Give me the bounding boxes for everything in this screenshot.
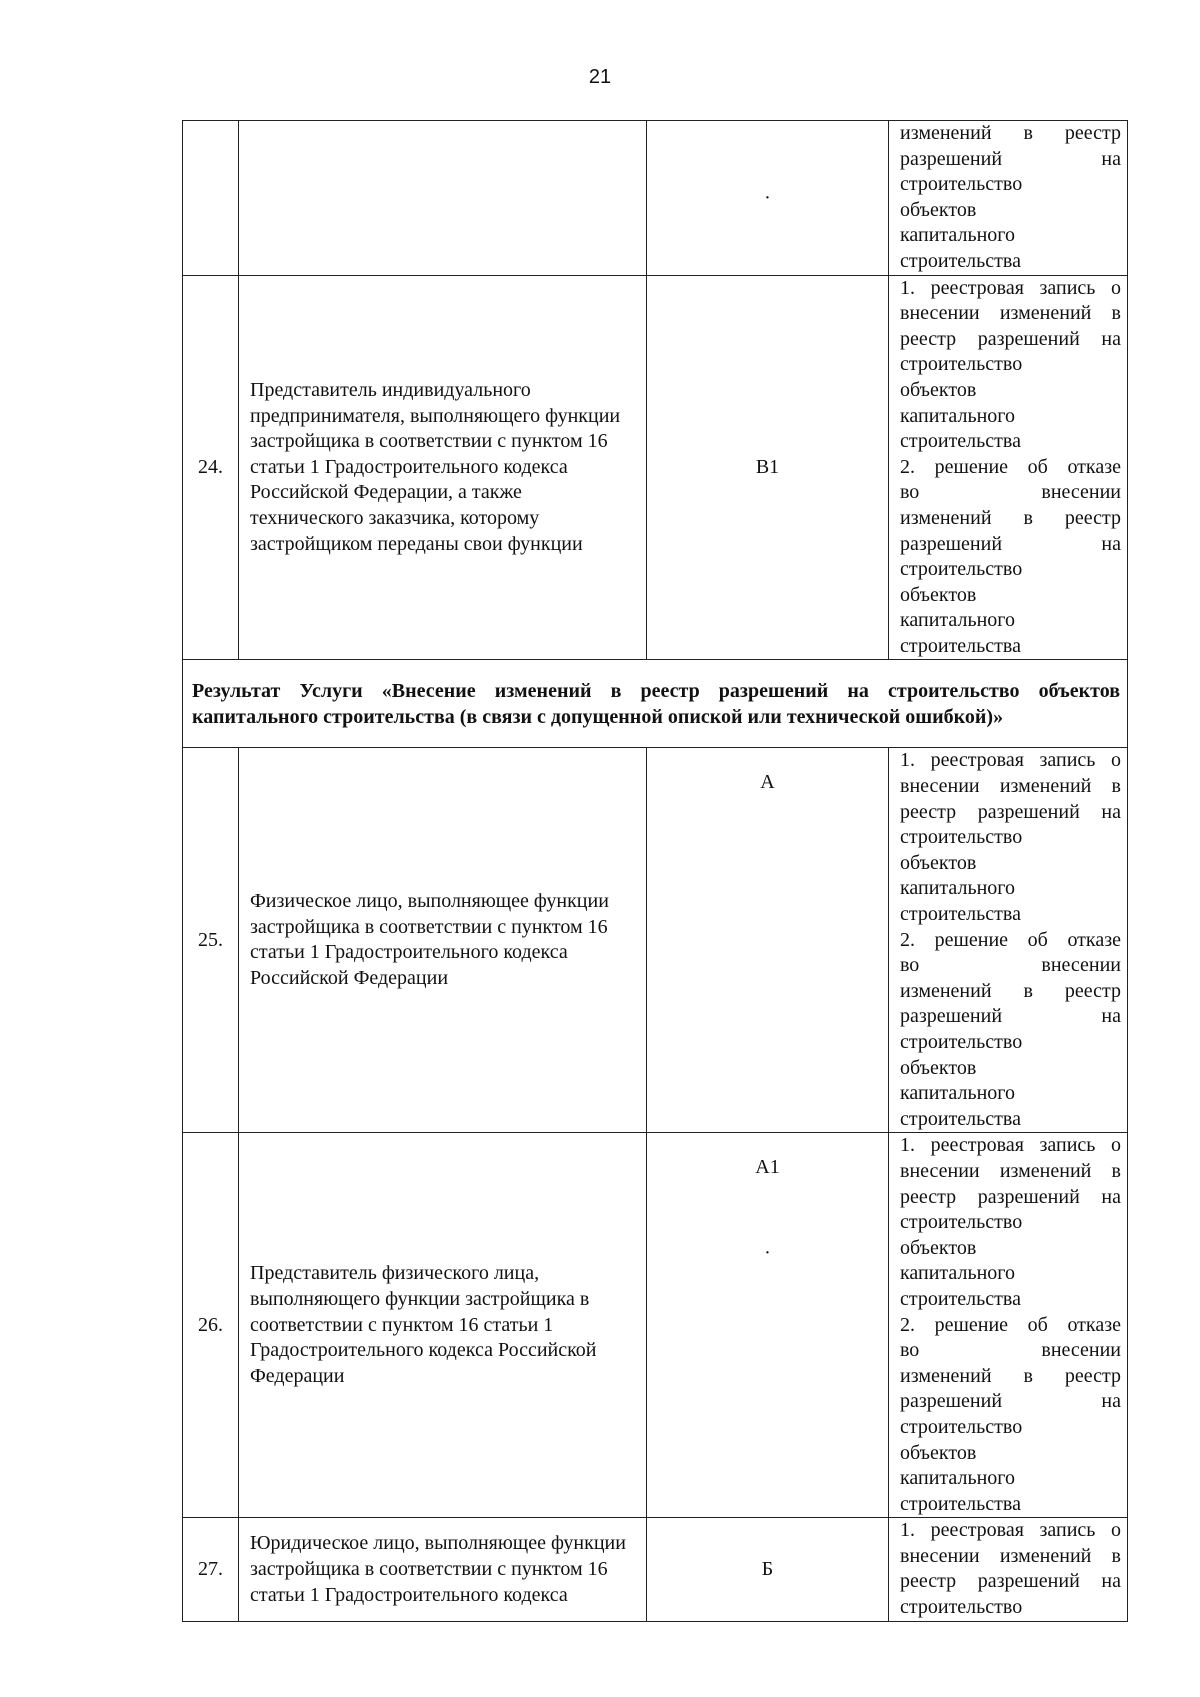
page-number: 21 [588, 66, 612, 88]
result-line: строительство [900, 353, 1023, 376]
table-row [183, 121, 1128, 276]
table-row [183, 275, 1128, 660]
result-line: строительства [900, 1107, 1021, 1130]
applicant-cell: Юридическое лицо, выполняющее функции застройщика в соответствии с пунктом 16 статьи 1 Градостроительного кодекса [239, 1518, 647, 1622]
result-line: строительство [900, 826, 1023, 849]
result-line: изменений в реестр [900, 122, 1121, 144]
applicant-cell: Физическое лицо, выполняющее функции застройщика в соответствии с пунктом 16 статьи 1 Градостроительного кодекса Российской Федерации [239, 748, 647, 1133]
variant-code-cell: Б [647, 1518, 889, 1622]
result-line: строительства [900, 1492, 1021, 1515]
result-line: реестр разрешений на [900, 1570, 1121, 1593]
row-number: 27. [183, 1518, 239, 1622]
result-line: внесении изменений в [900, 1159, 1121, 1182]
result-line: строительство [900, 173, 1023, 196]
result-line: разрешений на [900, 1390, 1121, 1413]
result-line: объектов [900, 1236, 977, 1259]
result-line: разрешений на [900, 1005, 1121, 1028]
result-line: 2. решение об отказе [900, 455, 1121, 478]
result-line: разрешений на [900, 532, 1121, 555]
result-line: 2. решение об отказе [900, 1313, 1121, 1336]
row-number [183, 121, 239, 276]
result-line: капитального [900, 609, 1015, 632]
result-line: капитального [900, 224, 1015, 247]
result-line: изменений в реестр [900, 1364, 1121, 1387]
row-number: 26. [183, 1133, 239, 1518]
result-cell [889, 748, 1128, 1133]
result-line: реестр разрешений на [900, 1185, 1121, 1208]
result-line: внесении изменений в [900, 1544, 1121, 1567]
result-line: объектов [900, 583, 977, 606]
result-line: объектов [900, 851, 977, 874]
result-line: капитального [900, 1262, 1015, 1285]
result-line: объектов [900, 198, 977, 221]
result-line: реестр разрешений на [900, 327, 1121, 350]
result-line: капитального [900, 1467, 1015, 1490]
result-line: 1. реестровая запись о [900, 1519, 1121, 1542]
result-line: строительство [900, 1415, 1023, 1438]
result-line: во внесении [900, 1339, 1121, 1362]
result-line: строительства [900, 430, 1021, 453]
result-line: 1. реестровая запись о [900, 276, 1121, 299]
result-line: 1. реестровая запись о [900, 1134, 1121, 1157]
result-line: строительство [900, 1031, 1023, 1053]
result-line: изменений в реестр [900, 506, 1121, 529]
variant-code-cell: В1 [647, 275, 889, 660]
result-line: строительства [900, 634, 1021, 657]
table-row [183, 1133, 1128, 1518]
result-cell [889, 1133, 1128, 1518]
result-line: капитального [900, 404, 1015, 427]
result-line: строительство [900, 1596, 1023, 1619]
applicant-cell [239, 121, 647, 276]
result-line: строительство [900, 558, 1023, 581]
result-line: капитального [900, 877, 1015, 900]
result-line: строительства [900, 903, 1021, 926]
result-line: внесении изменений в [900, 775, 1121, 798]
variant-code-cell: А [647, 748, 889, 1133]
result-line: во внесении [900, 481, 1121, 504]
section-heading: Результат Услуги «Внесение изменений в реестр разрешений на строительство объектов капитального строительства (в связи с допущенной опиской или технической ошибкой)» [183, 660, 1128, 748]
result-line: капитального [900, 1082, 1015, 1105]
applicant-cell: Представитель физического лица, выполняющего функции застройщика в соответствии с пунктом 16 статьи 1 Градостроительного кодекса Российской Федерации [239, 1133, 647, 1518]
result-line: 1. реестровая запись о [900, 749, 1121, 772]
result-line: реестр разрешений на [900, 800, 1121, 823]
result-cell [889, 121, 1128, 276]
applicant-cell: Представитель индивидуального предпринимателя, выполняющего функции застройщика в соответствии с пунктом 16 статьи 1 Градостроительного кодекса Российской Федерации, а также технического заказчика, которому застройщиком переданы свои функции [239, 275, 647, 660]
variant-code-cell: · [647, 121, 889, 276]
result-line: строительство [900, 1211, 1023, 1234]
applicant-results-table [182, 120, 1128, 1622]
section-heading-row [183, 660, 1128, 748]
variant-code: А1 [755, 1156, 780, 1179]
result-line: строительства [900, 249, 1021, 272]
result-line: во внесении [900, 954, 1121, 977]
table-row [183, 1518, 1128, 1622]
table-row [183, 748, 1128, 1133]
result-line: объектов [900, 378, 977, 401]
result-line: 2. решение об отказе [900, 928, 1121, 951]
result-cell [889, 1518, 1128, 1622]
result-line: изменений в реестр [900, 979, 1121, 1002]
result-line: строительства [900, 1287, 1021, 1310]
variant-code-cell: А1 · [647, 1133, 889, 1518]
row-number: 25. [183, 748, 239, 1133]
result-line: внесении изменений в [900, 302, 1121, 325]
result-line: объектов [900, 1441, 977, 1464]
result-cell [889, 275, 1128, 660]
row-number: 24. [183, 275, 239, 660]
result-line: разрешений на [900, 147, 1121, 170]
result-line: объектов [900, 1056, 977, 1079]
